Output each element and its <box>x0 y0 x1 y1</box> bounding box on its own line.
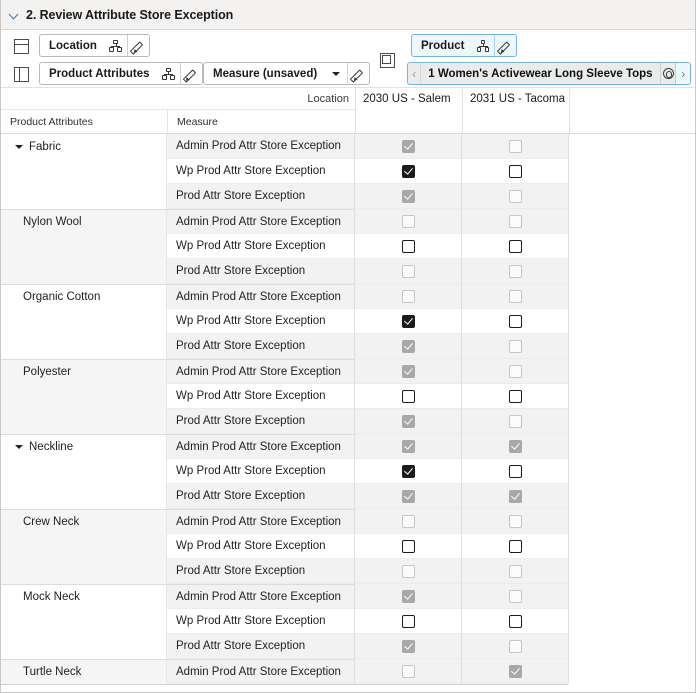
header-spacer-right <box>569 88 695 110</box>
readonly-checkbox <box>402 590 415 603</box>
row-spacer <box>569 184 695 209</box>
row-spacer <box>569 559 695 584</box>
readonly-checkbox <box>402 440 415 453</box>
attribute-cell <box>1 484 167 509</box>
readonly-checkbox <box>509 290 522 303</box>
row-spacer <box>569 409 695 434</box>
measure-cell: Admin Prod Attr Store Exception <box>167 359 355 384</box>
toolbar <box>1 30 695 88</box>
attribute-cell[interactable] <box>1 434 167 459</box>
group-label: Polyester <box>23 366 71 378</box>
row-spacer <box>569 584 695 609</box>
grid-cell[interactable] <box>462 459 569 484</box>
attribute-cell <box>1 234 167 259</box>
grid-cell <box>462 634 569 659</box>
measure-cell: Wp Prod Attr Store Exception <box>167 159 355 184</box>
readonly-checkbox <box>402 140 415 153</box>
attribute-cell <box>1 559 167 584</box>
measure-cell: Admin Prod Attr Store Exception <box>167 284 355 309</box>
row-spacer <box>569 434 695 459</box>
caret-down-icon <box>332 72 340 76</box>
table-row <box>1 134 695 159</box>
grid-header-locations <box>1 88 695 110</box>
attribute-cell <box>1 459 167 484</box>
attribute-cell <box>1 359 167 384</box>
attribute-cell[interactable] <box>1 134 167 159</box>
header-blank-right <box>569 110 695 134</box>
grid-cell <box>355 134 462 159</box>
pencil-edit-icon <box>500 40 512 52</box>
readonly-checkbox <box>509 415 522 428</box>
chevron-down-icon[interactable] <box>9 9 20 20</box>
chip-location-label: Location <box>49 39 97 52</box>
checkbox[interactable] <box>509 315 522 328</box>
table-row <box>1 234 695 259</box>
measure-cell: Wp Prod Attr Store Exception <box>167 609 355 634</box>
product-edit-button[interactable] <box>494 35 516 56</box>
product-prev-button[interactable]: ‹ <box>408 63 421 84</box>
grid-cell <box>355 359 462 384</box>
checkbox[interactable] <box>509 465 522 478</box>
product-locate-button[interactable] <box>660 63 676 84</box>
measure-cell: Prod Attr Store Exception <box>167 184 355 209</box>
attribute-cell <box>1 209 167 234</box>
rows-layout-button[interactable] <box>9 34 33 58</box>
chip-measure[interactable] <box>203 62 370 85</box>
grid-cell <box>462 559 569 584</box>
grid-bottom-edge <box>1 684 568 685</box>
readonly-checkbox <box>509 265 522 278</box>
table-row <box>1 359 695 384</box>
measure-cell: Admin Prod Attr Store Exception <box>167 209 355 234</box>
grid-cell <box>355 634 462 659</box>
grid-cell[interactable] <box>355 459 462 484</box>
grid-cell <box>462 359 569 384</box>
attribute-cell <box>1 384 167 409</box>
table-row <box>1 334 695 359</box>
page-layer-icon <box>380 53 395 68</box>
attribute-cell <box>1 509 167 534</box>
page-title: 2. Review Attribute Store Exception <box>26 7 234 22</box>
measure-cell: Admin Prod Attr Store Exception <box>167 584 355 609</box>
table-row <box>1 534 695 559</box>
row-spacer <box>569 234 695 259</box>
product-attributes-edit-button[interactable] <box>180 63 202 84</box>
grid-cell <box>462 509 569 534</box>
group-label: Crew Neck <box>23 516 80 528</box>
readonly-checkbox <box>402 190 415 203</box>
table-row <box>1 659 695 684</box>
group-label: Nylon Wool <box>23 216 82 228</box>
grid-cell <box>462 584 569 609</box>
table-row <box>1 384 695 409</box>
grid-header-columns <box>1 110 695 134</box>
table-row <box>1 309 695 334</box>
row-spacer <box>569 284 695 309</box>
grid-cell <box>355 334 462 359</box>
checkbox[interactable] <box>402 465 415 478</box>
grid-cell <box>462 484 569 509</box>
measure-cell: Wp Prod Attr Store Exception <box>167 534 355 559</box>
chip-product-attributes-label: Product Attributes <box>49 67 150 80</box>
measure-cell: Admin Prod Attr Store Exception <box>167 434 355 459</box>
group-label: Neckline <box>29 441 74 453</box>
grid-cell <box>355 184 462 209</box>
grid-cell[interactable] <box>462 534 569 559</box>
attribute-cell <box>1 159 167 184</box>
attribute-cell <box>1 309 167 334</box>
grid-cell[interactable] <box>462 384 569 409</box>
checkbox[interactable] <box>509 165 522 178</box>
table-row <box>1 559 695 584</box>
measure-cell: Prod Attr Store Exception <box>167 559 355 584</box>
chip-product-label: Product <box>421 39 465 52</box>
grid-cell <box>355 284 462 309</box>
checkbox[interactable] <box>509 540 522 553</box>
chip-measure-label: Measure (unsaved) <box>213 67 318 80</box>
grid-cell <box>355 409 462 434</box>
table-row <box>1 484 695 509</box>
grid-cell <box>355 584 462 609</box>
measure-cell: Prod Attr Store Exception <box>167 409 355 434</box>
row-spacer <box>569 209 695 234</box>
readonly-checkbox <box>402 640 415 653</box>
grid-cell[interactable] <box>462 234 569 259</box>
measure-cell: Prod Attr Store Exception <box>167 334 355 359</box>
row-spacer <box>569 159 695 184</box>
column-header-measure: Measure <box>167 110 355 134</box>
pencil-edit-icon <box>353 68 365 80</box>
grid-cell[interactable] <box>462 309 569 334</box>
header-spacer-attr <box>1 88 167 110</box>
columns-layout-button[interactable] <box>9 62 33 86</box>
grid-cell <box>462 434 569 459</box>
grid-cell[interactable] <box>355 309 462 334</box>
readonly-checkbox <box>402 415 415 428</box>
attribute-cell <box>1 284 167 309</box>
attribute-cell <box>1 634 167 659</box>
row-spacer <box>569 259 695 284</box>
row-spacer <box>569 359 695 384</box>
product-attributes-hierarchy-button[interactable] <box>158 63 180 84</box>
measure-cell: Prod Attr Store Exception <box>167 634 355 659</box>
group-label: Turtle Neck <box>23 666 82 678</box>
checkbox[interactable] <box>509 390 522 403</box>
row-spacer <box>569 509 695 534</box>
measure-cell: Wp Prod Attr Store Exception <box>167 459 355 484</box>
product-hierarchy-button[interactable] <box>472 35 494 56</box>
readonly-checkbox <box>402 665 415 678</box>
grid-cell <box>355 659 462 684</box>
page-layer-button[interactable] <box>375 48 399 72</box>
grid-cell <box>355 209 462 234</box>
grid-cell <box>355 259 462 284</box>
hierarchy-icon <box>162 68 175 80</box>
row-spacer <box>569 534 695 559</box>
table-row <box>1 509 695 534</box>
row-spacer <box>569 659 695 684</box>
measure-edit-button[interactable] <box>347 63 369 84</box>
readonly-checkbox <box>402 565 415 578</box>
grid-cell <box>462 659 569 684</box>
location-axis-label: Location <box>167 88 355 110</box>
checkbox[interactable] <box>402 390 415 403</box>
measure-cell: Admin Prod Attr Store Exception <box>167 659 355 684</box>
row-spacer <box>569 334 695 359</box>
checkbox[interactable] <box>509 240 522 253</box>
table-row <box>1 259 695 284</box>
checkbox[interactable] <box>402 165 415 178</box>
readonly-checkbox <box>402 215 415 228</box>
location-hierarchy-button[interactable] <box>105 35 127 56</box>
grid-cell <box>462 134 569 159</box>
grid-cell[interactable] <box>462 159 569 184</box>
group-expand-icon[interactable] <box>15 145 23 149</box>
pencil-edit-icon <box>132 40 144 52</box>
grid-cell <box>355 434 462 459</box>
readonly-checkbox <box>402 290 415 303</box>
product-current-label[interactable]: 1 Women's Activewear Long Sleeve Tops <box>421 63 659 84</box>
readonly-checkbox <box>509 665 522 678</box>
rows-layout-icon <box>14 39 29 54</box>
readonly-checkbox <box>509 515 522 528</box>
table-row <box>1 409 695 434</box>
grid-cell <box>462 284 569 309</box>
grid-cell <box>462 334 569 359</box>
table-row <box>1 634 695 659</box>
pencil-edit-icon <box>185 68 197 80</box>
readonly-checkbox <box>402 340 415 353</box>
section-header <box>1 0 695 30</box>
location-column-header-0[interactable]: 2030 US - Salem <box>355 88 462 110</box>
measure-dropdown-button[interactable] <box>325 63 347 84</box>
attribute-cell <box>1 659 167 684</box>
group-label: Organic Cotton <box>23 291 101 303</box>
readonly-checkbox <box>509 340 522 353</box>
grid-cell <box>355 484 462 509</box>
grid-cell <box>462 209 569 234</box>
grid-cell[interactable] <box>355 159 462 184</box>
column-header-product-attributes: Product Attributes <box>1 110 167 134</box>
checkbox[interactable] <box>402 240 415 253</box>
hierarchy-icon <box>477 40 490 52</box>
location-edit-button[interactable] <box>127 35 149 56</box>
group-label: Mock Neck <box>23 591 80 603</box>
row-spacer <box>569 609 695 634</box>
checkbox[interactable] <box>402 315 415 328</box>
grid-cell <box>355 509 462 534</box>
attribute-cell <box>1 609 167 634</box>
checkbox[interactable] <box>402 540 415 553</box>
row-spacer <box>569 634 695 659</box>
measure-cell: Wp Prod Attr Store Exception <box>167 384 355 409</box>
attribute-cell <box>1 259 167 284</box>
readonly-checkbox <box>509 440 522 453</box>
attribute-cell <box>1 409 167 434</box>
hierarchy-icon <box>109 40 122 52</box>
readonly-checkbox <box>402 365 415 378</box>
table-row <box>1 209 695 234</box>
measure-cell: Admin Prod Attr Store Exception <box>167 509 355 534</box>
exception-grid <box>1 88 695 685</box>
row-spacer <box>569 459 695 484</box>
readonly-checkbox <box>509 565 522 578</box>
table-row <box>1 284 695 309</box>
grid-body <box>1 134 695 685</box>
table-row <box>1 159 695 184</box>
grid-cell[interactable] <box>355 534 462 559</box>
measure-cell: Prod Attr Store Exception <box>167 484 355 509</box>
row-spacer <box>569 309 695 334</box>
grid-cell <box>355 559 462 584</box>
grid-cell[interactable] <box>355 384 462 409</box>
readonly-checkbox <box>509 190 522 203</box>
attribute-cell <box>1 334 167 359</box>
readonly-checkbox <box>402 265 415 278</box>
grid-cell <box>462 259 569 284</box>
grid-cell[interactable] <box>355 234 462 259</box>
header-blank-1 <box>462 110 569 134</box>
table-row <box>1 609 695 634</box>
readonly-checkbox <box>509 215 522 228</box>
row-spacer <box>569 484 695 509</box>
readonly-checkbox <box>509 365 522 378</box>
attribute-cell <box>1 534 167 559</box>
grid-cell <box>462 409 569 434</box>
table-row <box>1 434 695 459</box>
group-label: Fabric <box>29 140 61 153</box>
attribute-cell <box>1 584 167 609</box>
measure-cell: Wp Prod Attr Store Exception <box>167 234 355 259</box>
group-expand-icon[interactable] <box>15 445 23 449</box>
grid-cell[interactable] <box>355 609 462 634</box>
table-row <box>1 459 695 484</box>
measure-cell: Prod Attr Store Exception <box>167 259 355 284</box>
location-column-header-1[interactable]: 2031 US - Tacoma <box>462 88 569 110</box>
chip-product[interactable] <box>411 34 517 57</box>
chip-location[interactable] <box>39 34 150 57</box>
row-spacer <box>569 134 695 159</box>
checkbox[interactable] <box>402 615 415 628</box>
grid-cell <box>462 184 569 209</box>
readonly-checkbox <box>509 140 522 153</box>
measure-cell: Wp Prod Attr Store Exception <box>167 309 355 334</box>
readonly-checkbox <box>509 640 522 653</box>
table-row <box>1 584 695 609</box>
row-spacer <box>569 384 695 409</box>
attribute-cell <box>1 184 167 209</box>
grid-cell[interactable] <box>462 609 569 634</box>
chip-product-attributes[interactable] <box>39 62 203 85</box>
product-navigator <box>407 62 691 85</box>
columns-layout-icon <box>14 67 29 82</box>
header-blank-0 <box>355 110 462 134</box>
product-next-button[interactable]: › <box>675 63 690 84</box>
readonly-checkbox <box>509 490 522 503</box>
readonly-checkbox <box>402 490 415 503</box>
checkbox[interactable] <box>509 615 522 628</box>
target-icon <box>663 68 674 79</box>
readonly-checkbox <box>509 590 522 603</box>
table-row <box>1 184 695 209</box>
measure-cell: Admin Prod Attr Store Exception <box>167 134 355 159</box>
readonly-checkbox <box>402 515 415 528</box>
